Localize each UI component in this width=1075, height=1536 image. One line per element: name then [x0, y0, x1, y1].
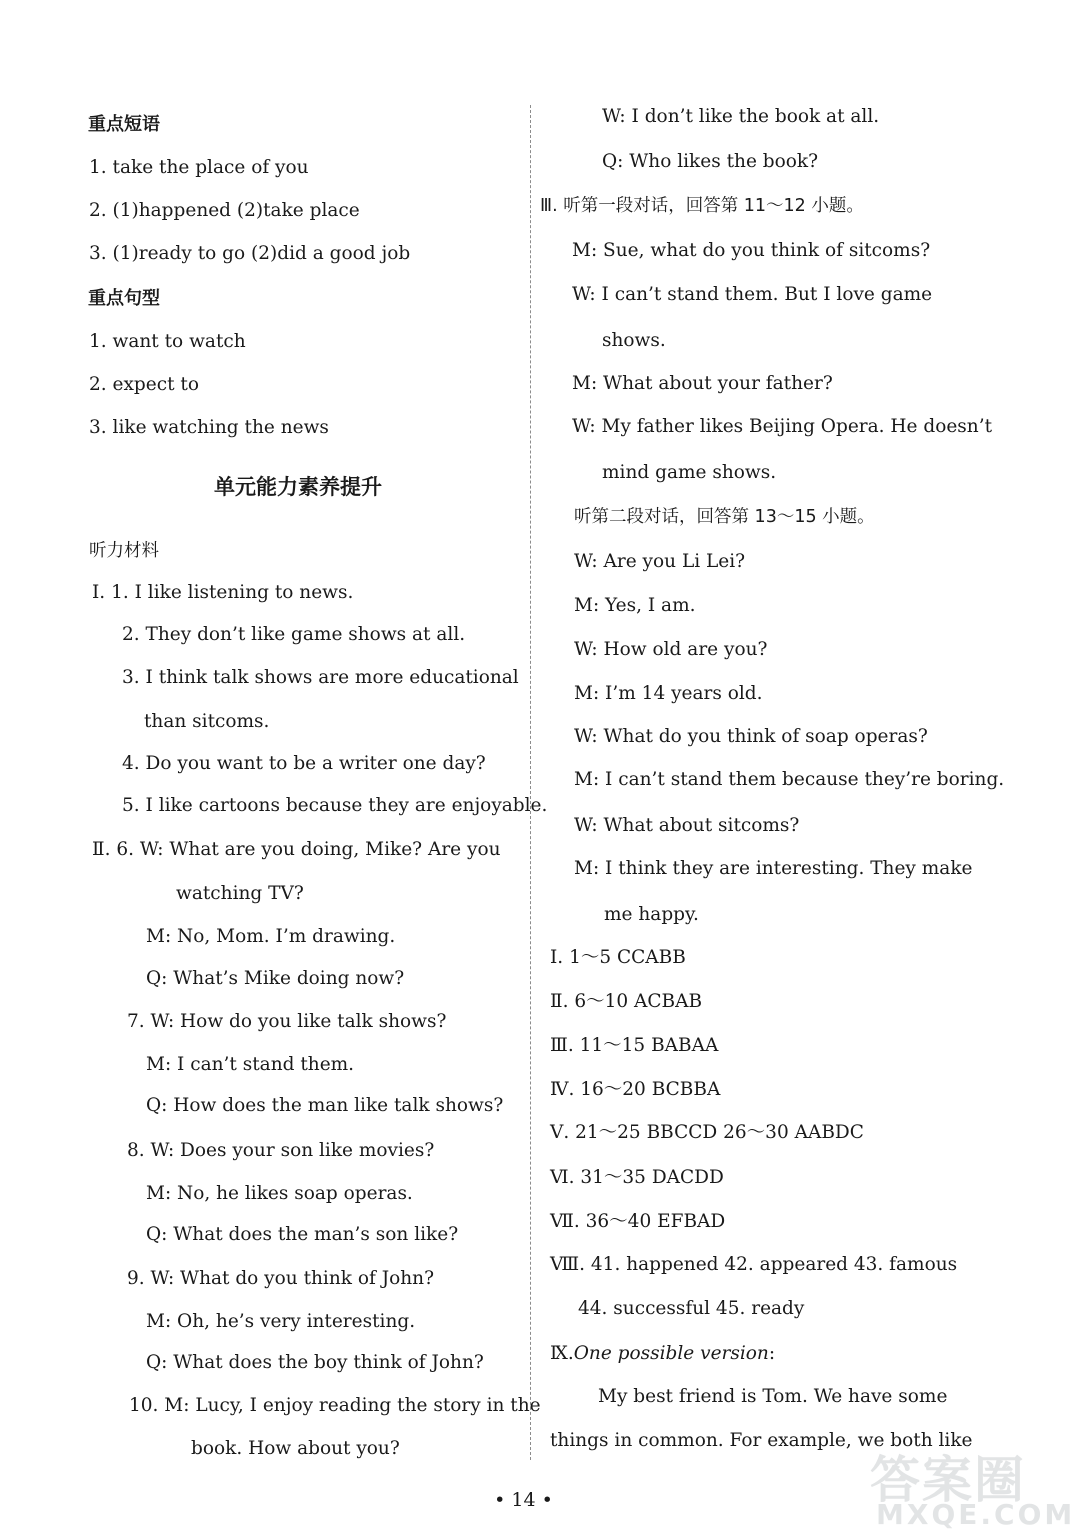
- dialogue-line: W: I don’t like the book at all.: [602, 106, 880, 127]
- dialogue-line: W: I can’t stand them. But I love game: [572, 284, 933, 305]
- listening-line: Q: What’s Mike doing now?: [146, 968, 405, 989]
- essay-line: things in common. For example, we both like: [550, 1430, 973, 1451]
- dialogue-line: M: Yes, I am.: [574, 595, 696, 616]
- listening-line: 3. I think talk shows are more educational: [122, 667, 519, 688]
- essay-colon: :: [768, 1343, 776, 1364]
- listening-line: 4. Do you want to be a writer one day?: [122, 753, 486, 774]
- watermark-text: 答案圈: [870, 1451, 1026, 1509]
- listening-line: Q: How does the man like talk shows?: [146, 1095, 504, 1116]
- answer-line: Ⅶ. 36～40 EFBAD: [550, 1211, 726, 1232]
- key-sentences-heading: 重点句型: [88, 288, 160, 309]
- listening-line: Q: What does the boy think of John?: [146, 1352, 484, 1373]
- answer-line: Ⅴ. 21～25 BBCCD 26～30 AABDC: [550, 1122, 864, 1143]
- dialogue-instruction: Ⅲ. 听第一段对话，回答第 11～12 小题。: [540, 196, 864, 216]
- listening-line: M: No, he likes soap operas.: [146, 1183, 413, 1204]
- sentence-line: 1. want to watch: [89, 331, 246, 352]
- listening-line: M: Oh, he’s very interesting.: [146, 1311, 416, 1332]
- section-title: 单元能力素养提升: [214, 475, 382, 499]
- dialogue-line: M: I think they are interesting. They make: [574, 858, 973, 879]
- watermark-logo: [862, 1432, 1075, 1536]
- column-divider: [530, 105, 531, 1460]
- listening-line: 8. W: Does your son like movies?: [127, 1140, 435, 1161]
- listening-line: Ⅰ. 1. I like listening to news.: [92, 582, 354, 603]
- dialogue-line: shows.: [602, 330, 666, 351]
- key-phrases-heading: 重点短语: [88, 114, 160, 135]
- dialogue-line: me happy.: [604, 904, 699, 925]
- listening-line: M: No, Mom. I’m drawing.: [146, 926, 396, 947]
- essay-heading: [550, 1342, 775, 1366]
- phrase-line: 2. (1)happened (2)take place: [89, 200, 360, 221]
- dialogue-line: M: I can’t stand them because they’re boring.: [574, 769, 1005, 790]
- watermark-url: MXQE.COM: [876, 1498, 1075, 1531]
- dialogue-line: W: My father likes Beijing Opera. He doesn’t: [572, 416, 993, 437]
- answer-line: Ⅰ. 1～5 CCABB: [550, 947, 686, 968]
- listening-line: Ⅱ. 6. W: What are you doing, Mike? Are you: [92, 839, 501, 860]
- listening-line: Q: What does the man’s son like?: [146, 1224, 459, 1245]
- dialogue-line: W: What about sitcoms?: [574, 815, 800, 836]
- essay-label: Ⅸ.: [550, 1343, 574, 1364]
- phrase-line: 1. take the place of you: [89, 157, 309, 178]
- page-number: • 14 •: [494, 1489, 553, 1511]
- answer-line: Ⅲ. 11～15 BABAA: [550, 1035, 719, 1056]
- listening-line: than sitcoms.: [144, 711, 270, 732]
- dialogue-line: W: How old are you?: [574, 639, 768, 660]
- dialogue-line: W: Are you Li Lei?: [574, 551, 746, 572]
- listening-line: 5. I like cartoons because they are enjoyable.: [122, 795, 548, 816]
- answer-line: Ⅳ. 16～20 BCBBA: [550, 1079, 721, 1100]
- essay-version: One possible version: [573, 1343, 769, 1364]
- listening-heading: 听力材料: [89, 541, 159, 561]
- listening-line: book. How about you?: [191, 1438, 400, 1459]
- dialogue-line: M: I’m 14 years old.: [574, 683, 763, 704]
- dialogue-line: M: Sue, what do you think of sitcoms?: [572, 240, 931, 261]
- listening-line: 2. They don’t like game shows at all.: [122, 624, 466, 645]
- listening-line: 7. W: How do you like talk shows?: [127, 1011, 447, 1032]
- sentence-line: 2. expect to: [89, 374, 199, 395]
- dialogue-instruction: 听第二段对话，回答第 13～15 小题。: [574, 507, 875, 527]
- essay-line: My best friend is Tom. We have some: [598, 1386, 948, 1407]
- listening-line: 9. W: What do you think of John?: [127, 1268, 435, 1289]
- dialogue-line: M: What about your father?: [572, 373, 833, 394]
- dialogue-line: Q: Who likes the book?: [602, 151, 819, 172]
- answer-line: Ⅷ. 41. happened 42. appeared 43. famous: [550, 1254, 958, 1275]
- sentence-line: 3. like watching the news: [89, 417, 329, 438]
- dialogue-line: W: What do you think of soap operas?: [574, 726, 928, 747]
- listening-line: 10. M: Lucy, I enjoy reading the story in the: [129, 1395, 541, 1416]
- answer-line: Ⅵ. 31～35 DACDD: [550, 1167, 724, 1188]
- phrase-line: 3. (1)ready to go (2)did a good job: [89, 243, 411, 264]
- answer-line: Ⅱ. 6～10 ACBAB: [550, 991, 703, 1012]
- answer-line: 44. successful 45. ready: [578, 1298, 805, 1319]
- dialogue-line: mind game shows.: [602, 462, 777, 483]
- listening-line: M: I can’t stand them.: [146, 1054, 355, 1075]
- listening-line: watching TV?: [176, 883, 304, 904]
